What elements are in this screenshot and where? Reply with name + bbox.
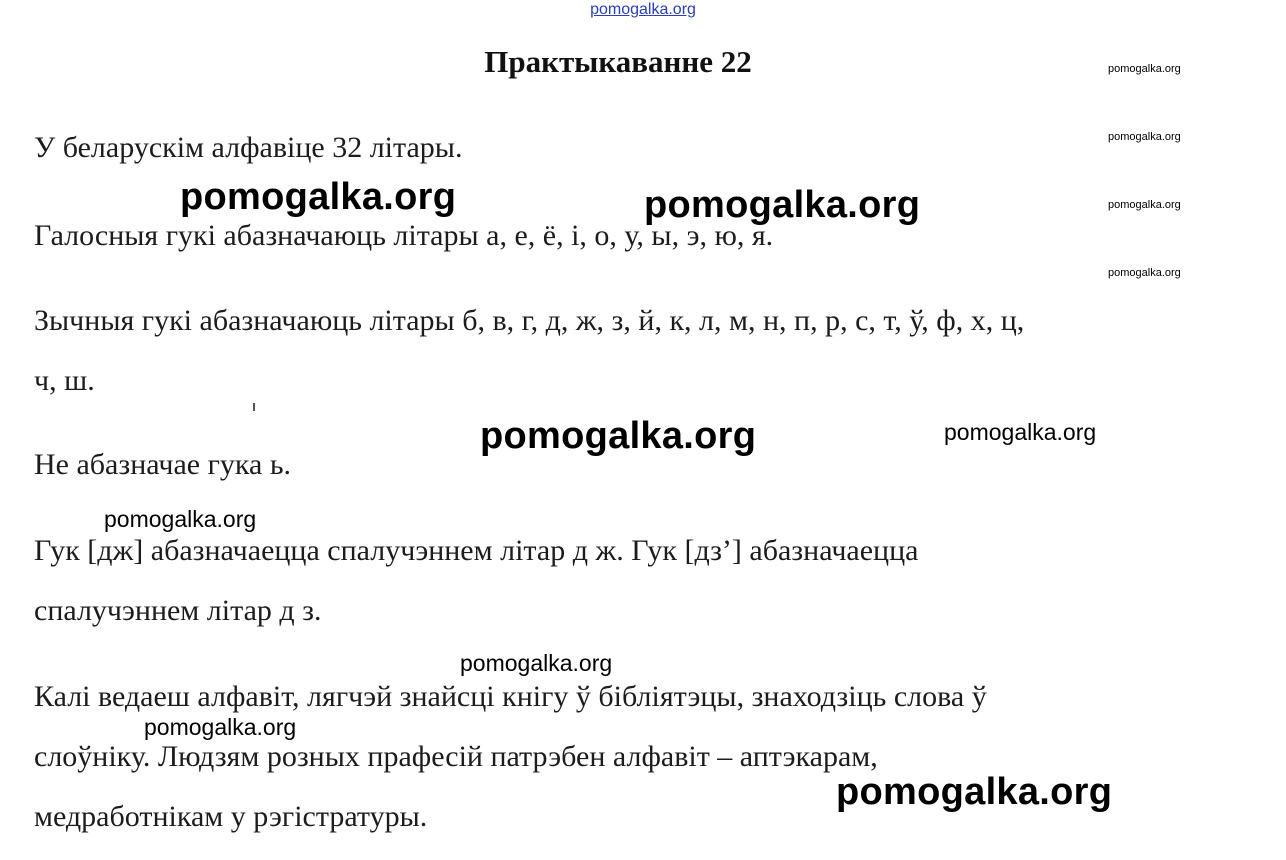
paragraph-consonants-line-1: Зычныя гукі абазначаюць літары б, в, г, д, ж, з, й, к, л, м, н, п, р, с, т, ў, ф, х, ц, (34, 304, 1025, 337)
paragraph-alphabet-use (34, 667, 987, 847)
page-title: Практыкаванне 22 (484, 44, 752, 79)
watermark-small: pomogalka.org (1108, 267, 1181, 279)
paragraph-digraphs-line-1: Гук [дж] абазначаецца спалучэннем літар д ж. Гук [дз’] абазначаецца (34, 534, 919, 567)
watermark-small: pomogalka.org (1108, 63, 1181, 75)
paragraph-vowels: Галосныя гукі абазначаюць літары а, е, ё, і, о, у, ы, э, ю, я. (34, 219, 774, 252)
watermark-large: pomogalka.org (180, 176, 457, 218)
paragraph-consonants (34, 291, 1024, 411)
paragraph-alphabet-use-line-2: слоўніку. Людзям розных прафесій патрэбен алфавіт – аптэкарам, (34, 740, 878, 773)
paragraph-consonants-line-2: ч, ш. (34, 364, 95, 397)
watermark-large: pomogalka.org (644, 184, 921, 226)
paragraph-digraphs-line-2: спалучэннем літар д з. (34, 594, 322, 627)
paragraph-alphabet-use-line-3: медработнікам у рэгістратуры. (34, 800, 428, 833)
paragraph-alphabet-use-line-1: Калі ведаеш алфавіт, лягчэй знайсці кнігу ў бібліятэцы, знаходзіць слова ў (34, 680, 987, 713)
watermark-large: pomogalka.org (836, 771, 1113, 813)
watermark-medium: pomogalka.org (104, 506, 257, 532)
paragraph-digraphs (34, 521, 918, 641)
paragraph-soft-sign: Не абазначае гука ь. (34, 448, 292, 481)
stray-mark (253, 403, 255, 411)
watermark-medium: pomogalka.org (460, 650, 613, 676)
watermark-large: pomogalka.org (480, 415, 757, 457)
watermark-medium: pomogalka.org (944, 419, 1097, 445)
watermark-small: pomogalka.org (1108, 199, 1181, 211)
watermark-small: pomogalka.org (1108, 131, 1181, 143)
paragraph-alphabet-count: У беларускім алфавіце 32 літары. (34, 131, 463, 164)
site-link[interactable]: pomogalka.org (590, 1, 696, 18)
watermark-medium: pomogalka.org (144, 714, 297, 740)
